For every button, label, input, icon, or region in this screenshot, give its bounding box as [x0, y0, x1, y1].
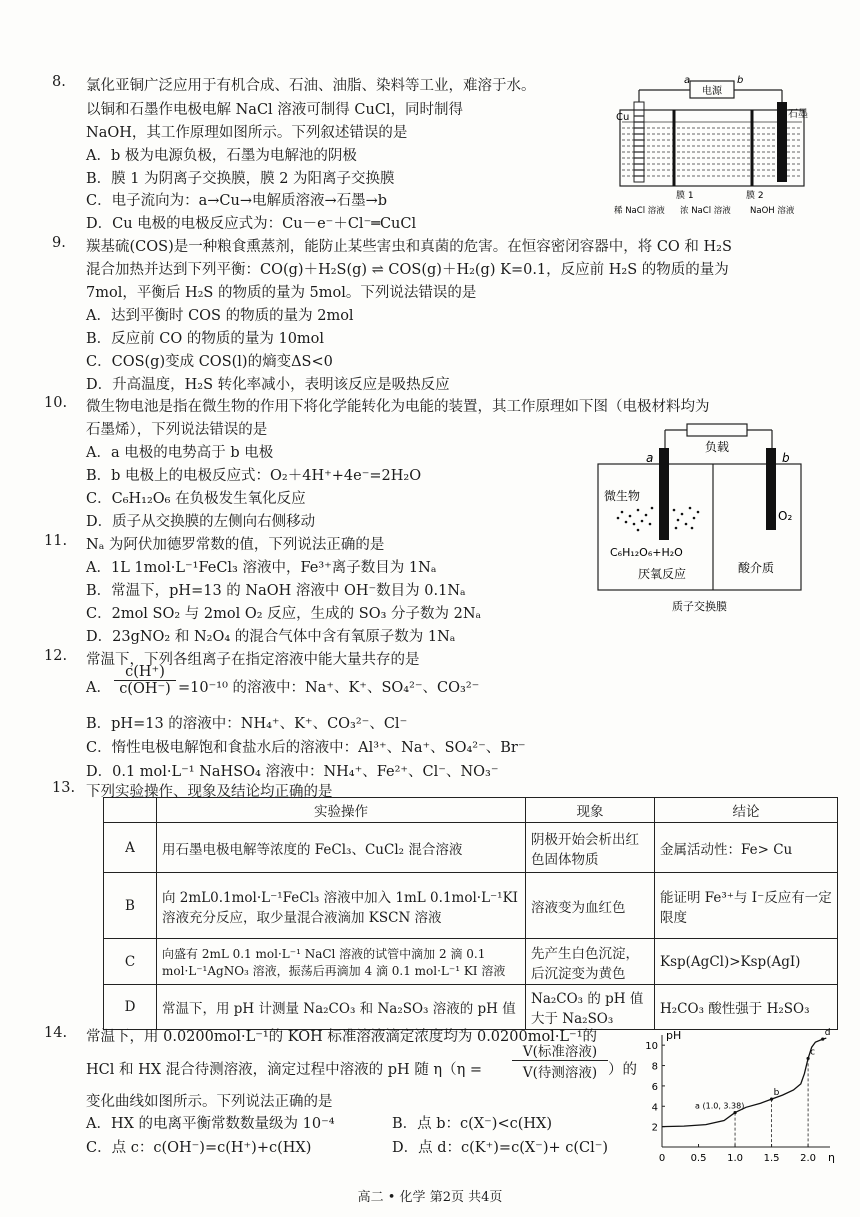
row-label: D	[104, 985, 157, 1030]
q10-option-c: C．C₆H₁₂O₆ 在负极发生氧化反应	[86, 491, 306, 507]
anaerobic-label: 厌氧反应	[638, 567, 687, 581]
row-operation: 用石墨电极电解等浓度的 FeCl₃、CuCl₂ 混合溶液	[157, 823, 526, 873]
cu-label: Cu	[616, 112, 630, 123]
table-header-phenomenon: 现象	[526, 798, 655, 823]
q10-stem-2: 石墨烯），下列说法错误的是	[86, 422, 268, 438]
x-tick-label: 0.5	[690, 1153, 707, 1164]
ph-curve	[662, 1038, 826, 1127]
table-header-row	[104, 798, 838, 823]
q10-option-a: A．a 电极的电势高于 b 电极	[86, 445, 274, 461]
terminal-a: a	[684, 75, 691, 86]
table-header-label	[104, 798, 157, 823]
point-label: b	[773, 1088, 780, 1099]
membrane2-label: 膜 2	[746, 191, 764, 201]
sol-right-label: NaOH 溶液	[750, 206, 795, 216]
q14-number: 14.	[44, 1025, 68, 1041]
graphite-label: 石墨	[788, 109, 808, 120]
electrode-b-label: b	[782, 451, 790, 465]
q12-option-b: B．pH=13 的溶液中：NH₄⁺、K⁺、CO₃²⁻、Cl⁻	[86, 716, 408, 732]
q13-number: 13.	[52, 780, 76, 796]
q14-option-b: B．点 b：c(X⁻)<c(HX)	[392, 1116, 553, 1132]
experiment-table	[103, 797, 838, 1030]
eta-denominator: V(待测溶液)	[522, 1065, 598, 1081]
q10-stem-1: 微生物电池是指在微生物的作用下将化学能转化为电能的装置，其工作原理如下图（电极材料均为	[86, 399, 710, 415]
y-tick-label: 4	[651, 1102, 658, 1114]
q9-stem-2: 混合加热并达到下列平衡：CO(g)＋H₂S(g) ⇌ COS(g)＋H₂(g) K=0.1，反应前 H₂S 的物质的量为	[86, 262, 729, 278]
q12-option-a-prefix: A．	[86, 680, 111, 696]
power-label: 电源	[702, 86, 722, 97]
membrane1-label: 膜 1	[676, 191, 694, 201]
q9-option-d: D．升高温度，H₂S 转化率减小，表明该反应是吸热反应	[86, 377, 450, 393]
table-row	[104, 939, 838, 985]
q14-option-c: C．点 c：c(OH⁻)=c(H⁺)+c(HX)	[86, 1140, 312, 1156]
microbe-label: 微生物	[604, 489, 641, 503]
q12-option-a-rest: =10⁻¹⁰ 的溶液中：Na⁺、K⁺、SO₄²⁻、CO₃²⁻	[178, 680, 480, 696]
load-label: 负载	[704, 440, 730, 454]
q9-option-b: B．反应前 CO 的物质的量为 10mol	[86, 331, 325, 347]
q9-stem-3: 7mol，平衡后 H₂S 的物质的量为 5mol。下列说法错误的是	[86, 285, 477, 301]
q14-stem-3: 变化曲线如图所示。下列说法正确的是	[86, 1094, 333, 1110]
q12-option-c: C．惰性电极电解饱和食盐水后的溶液中：Al³⁺、Na⁺、SO₄²⁻、Br⁻	[86, 740, 526, 756]
membrane-label: 质子交换膜	[672, 600, 727, 613]
q13-stem: 下列实验操作、现象及结论均正确的是	[86, 784, 333, 800]
microbial-cell-figure	[592, 420, 807, 620]
q14-option-a: A．HX 的电离平衡常数数量级为 10⁻⁴	[86, 1116, 335, 1132]
q9-option-a: A．达到平衡时 COS 的物质的量为 2mol	[86, 308, 354, 324]
q8-stem-2: 以铜和石墨作电极电解 NaCl 溶液可制得 CuCl，同时制得	[86, 102, 464, 118]
q8-option-c: C．电子流向为：a→Cu→电解质溶液→石墨→b	[86, 193, 388, 209]
point-label: a (1.0, 3.38)	[695, 1101, 745, 1111]
sol-mid-label: 浓 NaCl 溶液	[680, 206, 731, 216]
row-conclusion: 金属活动性：Fe> Cu	[655, 823, 838, 873]
q12-fraction	[114, 664, 176, 697]
y-tick-label: 6	[651, 1081, 658, 1093]
terminal-b: b	[737, 75, 744, 86]
x-tick-label: 1.5	[763, 1153, 780, 1164]
q9-number: 9.	[52, 235, 66, 251]
q11-option-d: D．23gNO₂ 和 N₂O₄ 的混合气体中含有氧原子数为 1Nₐ	[86, 629, 456, 645]
o2-label: O₂	[778, 509, 793, 523]
point-label: d	[824, 1028, 831, 1039]
q10-number: 10.	[44, 395, 68, 411]
q8-option-d: D．Cu 电极的电极反应式为：Cu－e⁻＋Cl⁻═CuCl	[86, 216, 417, 232]
row-phenomenon: Na₂CO₃ 的 pH 值大于 Na₂SO₃	[526, 985, 655, 1030]
q8-stem-1: 氯化亚铜广泛应用于有机合成、石油、油脂、染料等工业，难溶于水。	[86, 78, 536, 94]
q12-stem: 常温下，下列各组离子在指定溶液中能大量共存的是	[86, 652, 420, 668]
row-operation: 常温下，用 pH 计测量 Na₂CO₃ 和 Na₂SO₃ 溶液的 pH 值	[157, 985, 526, 1030]
x-axis-label: η	[828, 1151, 835, 1164]
row-conclusion: H₂CO₃ 酸性强于 H₂SO₃	[655, 985, 838, 1030]
q11-number: 11.	[44, 533, 68, 549]
row-conclusion: 能证明 Fe³⁺与 I⁻反应有一定限度	[655, 873, 838, 939]
row-conclusion: Ksp(AgCl)>Ksp(AgI)	[655, 939, 838, 985]
q9-option-c: C．COS(g)变成 COS(l)的熵变ΔS<0	[86, 354, 333, 370]
q8-number: 8.	[52, 74, 66, 90]
table-row	[104, 823, 838, 873]
table-header-operation: 实验操作	[157, 798, 526, 823]
table-header-conclusion: 结论	[655, 798, 838, 823]
eta-numerator: V(标准溶液)	[512, 1040, 608, 1061]
q14-stem-1: 常温下，用 0.0200mol·L⁻¹的 KOH 标准溶液滴定浓度均为 0.0200mol·L⁻¹的	[86, 1029, 598, 1045]
q11-option-a: A．1L 1mol·L⁻¹FeCl₃ 溶液中，Fe³⁺离子数目为 1Nₐ	[86, 560, 437, 576]
q8-option-a: A．b 极为电源负极，石墨为电解池的阴极	[86, 148, 357, 164]
glucose-label: C₆H₁₂O₆+H₂O	[610, 546, 683, 559]
eta-fraction	[512, 1040, 608, 1081]
table-row	[104, 873, 838, 939]
electrolysis-figure	[612, 70, 812, 220]
y-tick-label: 10	[645, 1041, 658, 1053]
y-tick-label: 8	[651, 1061, 658, 1073]
q11-option-c: C．2mol SO₂ 与 2mol O₂ 反应，生成的 SO₃ 分子数为 2Nₐ	[86, 606, 482, 622]
q14-option-d: D．点 d：c(K⁺)=c(X⁻)+ c(Cl⁻)	[392, 1140, 609, 1156]
q10-option-b: B．b 电极上的电极反应式：O₂＋4H⁺+4e⁻=2H₂O	[86, 468, 422, 484]
q12-option-d: D．0.1 mol·L⁻¹ NaHSO₄ 溶液中：NH₄⁺、Fe²⁺、Cl⁻、NO₃⁻	[86, 764, 499, 780]
q12-fraction-numerator: c(H⁺)	[114, 664, 176, 681]
q12-fraction-denominator: c(OH⁻)	[119, 681, 171, 697]
titration-ph-chart	[640, 1025, 840, 1175]
row-operation: 向盛有 2mL 0.1 mol·L⁻¹ NaCl 溶液的试管中滴加 2 滴 0.1 mol·L⁻¹AgNO₃ 溶液，振荡后再滴加 4 滴 0.1 mol·L⁻¹ KI 溶液	[157, 939, 526, 985]
row-operation: 向 2mL0.1mol·L⁻¹FeCl₃ 溶液中加入 1mL 0.1mol·L⁻¹KI 溶液充分反应，取少量混合液滴加 KSCN 溶液	[157, 873, 526, 939]
acidic-label: 酸介质	[738, 561, 775, 575]
q14-eta-tail: ）的	[608, 1062, 637, 1078]
row-phenomenon: 阴极开始会析出红色固体物质	[526, 823, 655, 873]
point-marker	[733, 1111, 736, 1114]
y-tick-label: 2	[651, 1122, 658, 1134]
row-label: A	[104, 823, 157, 873]
q8-stem-3: NaOH，其工作原理如图所示。下列叙述错误的是	[86, 125, 408, 141]
row-phenomenon: 溶液变为血红色	[526, 873, 655, 939]
point-label: c	[810, 1047, 816, 1058]
q11-option-b: B．常温下，pH=13 的 NaOH 溶液中 OH⁻数目为 0.1Nₐ	[86, 583, 466, 599]
x-tick-label: 0	[658, 1153, 666, 1164]
row-label: B	[104, 873, 157, 939]
electrode-a-label: a	[646, 451, 654, 465]
q14-stem-2: HCl 和 HX 混合待测溶液，滴定过程中溶液的 pH 随 η（η =	[86, 1062, 483, 1078]
q12-number: 12.	[44, 648, 68, 664]
sol-left-label: 稀 NaCl 溶液	[614, 206, 665, 216]
y-axis-label: pH	[666, 1029, 682, 1042]
table-row	[104, 985, 838, 1030]
x-tick-label: 2.0	[800, 1153, 817, 1164]
q9-stem-1: 羰基硫(COS)是一种粮食熏蒸剂，能防止某些害虫和真菌的危害。在恒容密闭容器中，将 CO 和 H₂S	[86, 239, 732, 255]
x-tick-label: 1.0	[727, 1153, 743, 1164]
row-phenomenon: 先产生白色沉淀，后沉淀变为黄色	[526, 939, 655, 985]
row-label: C	[104, 939, 157, 985]
q8-option-b: B．膜 1 为阴离子交换膜，膜 2 为阳离子交换膜	[86, 171, 395, 187]
q11-stem: Nₐ 为阿伏加德罗常数的值，下列说法正确的是	[86, 537, 385, 553]
page-footer: 高二 • 化学 第2页 共4页	[357, 1190, 503, 1205]
q10-option-d: D．质子从交换膜的左侧向右侧移动	[86, 514, 316, 530]
